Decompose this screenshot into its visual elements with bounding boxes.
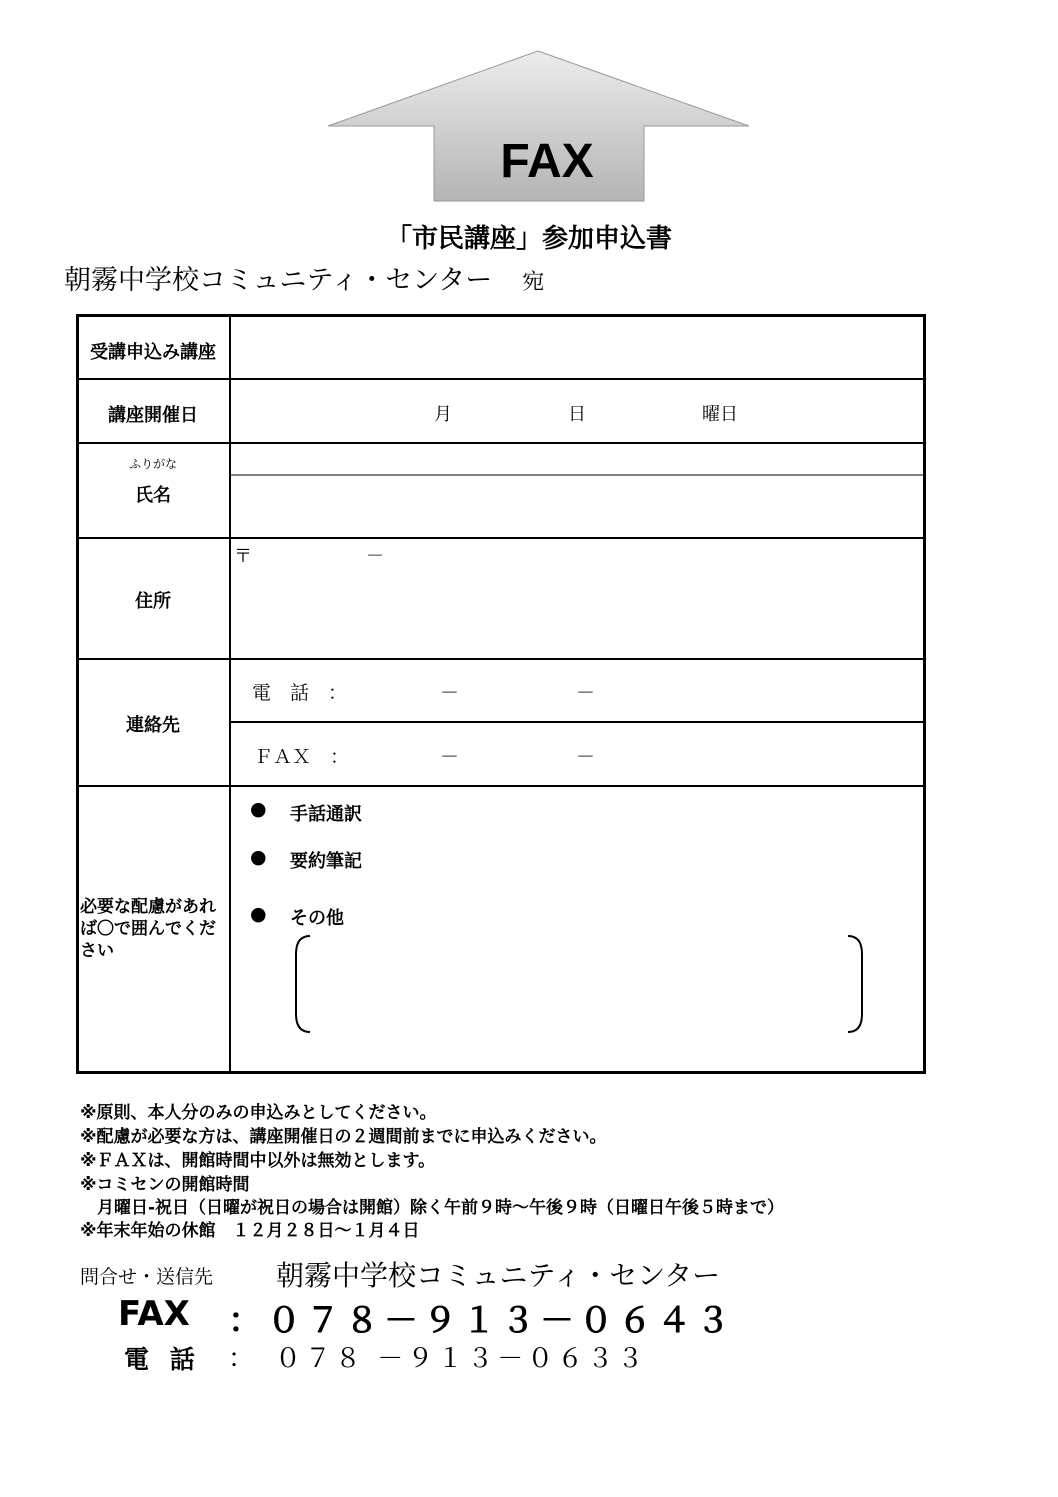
fax-banner-label: FAX <box>500 135 594 188</box>
postal-dash: － <box>366 546 384 567</box>
course-label: 受講申込み講座 <box>90 342 216 363</box>
other-details-input[interactable] <box>308 938 844 1030</box>
recipient-suffix: 宛 <box>522 270 545 295</box>
fax-label: ＦＡＸ ： <box>254 746 350 768</box>
note-line: ※配慮が必要な方は、講座開催日の２週間前までに申込みください。 <box>80 1127 607 1147</box>
recipient-name: 朝霧中学校コミュニティ・センター <box>64 265 493 296</box>
contact-phone-label: 電 話 <box>124 1345 201 1374</box>
phone-label: 電 話 ： <box>252 682 348 704</box>
bullet-icon: ● <box>250 798 267 820</box>
option-other[interactable]: その他 <box>290 908 344 929</box>
contact-phone-number: ： ０７８ －９１３－０６３３ <box>228 1344 648 1374</box>
note-line: ※年末年始の休館 １２月２８日～１月４日 <box>80 1221 420 1241</box>
contact-heading: 問合せ・送信先 <box>80 1266 214 1288</box>
course-input[interactable] <box>232 318 922 377</box>
day-unit: 日 <box>568 404 586 425</box>
note-line: ※コミセンの開館時間 <box>80 1175 250 1195</box>
accommodation-label: 必要な配慮があれば〇で囲んでください <box>80 897 216 961</box>
fax-arrow-banner <box>0 0 1058 210</box>
postal-mark: 〒 <box>234 546 252 567</box>
other-bracket-right <box>848 936 862 1032</box>
option-summary-writing[interactable]: 要約筆記 <box>290 851 362 872</box>
name-furigana-label: ふりがな <box>128 457 177 471</box>
bullet-icon: ● <box>250 903 267 925</box>
bullet-icon: ● <box>250 846 267 868</box>
application-form-table <box>76 314 926 1074</box>
fax-dash-2: － <box>576 746 596 768</box>
date-label: 講座開催日 <box>108 405 198 426</box>
month-unit: 月 <box>434 404 452 425</box>
name-label: 氏名 <box>135 485 171 506</box>
contact-org: 朝霧中学校コミュニティ・センター <box>276 1259 721 1292</box>
address-input[interactable] <box>232 540 922 657</box>
phone-dash-2: － <box>576 682 596 704</box>
contact-fax-number: ：０７８－９１３－０６４３ <box>228 1301 735 1341</box>
contact-label: 連絡先 <box>126 715 180 736</box>
recipient <box>64 258 544 297</box>
contact-fax-label: FAX <box>118 1294 190 1334</box>
option-sign-language[interactable]: 手話通訳 <box>290 804 362 825</box>
note-line: ※原則、本人分のみの申込みとしてください。 <box>80 1103 437 1123</box>
furigana-input[interactable] <box>232 445 922 473</box>
note-line: ※ＦＡＸは、開館時間中以外は無効とします。 <box>80 1151 436 1171</box>
weekday-unit: 曜日 <box>702 404 738 425</box>
name-input[interactable] <box>232 477 922 536</box>
address-label: 住所 <box>135 591 171 612</box>
phone-dash-1: － <box>440 682 460 704</box>
note-line: 月曜日-祝日（日曜が祝日の場合は開館）除く午前９時～午後９時（日曜日午後５時まで） <box>80 1198 785 1218</box>
form-title: 「市民講座」参加申込書 <box>385 224 672 254</box>
fax-dash-1: － <box>440 746 460 768</box>
